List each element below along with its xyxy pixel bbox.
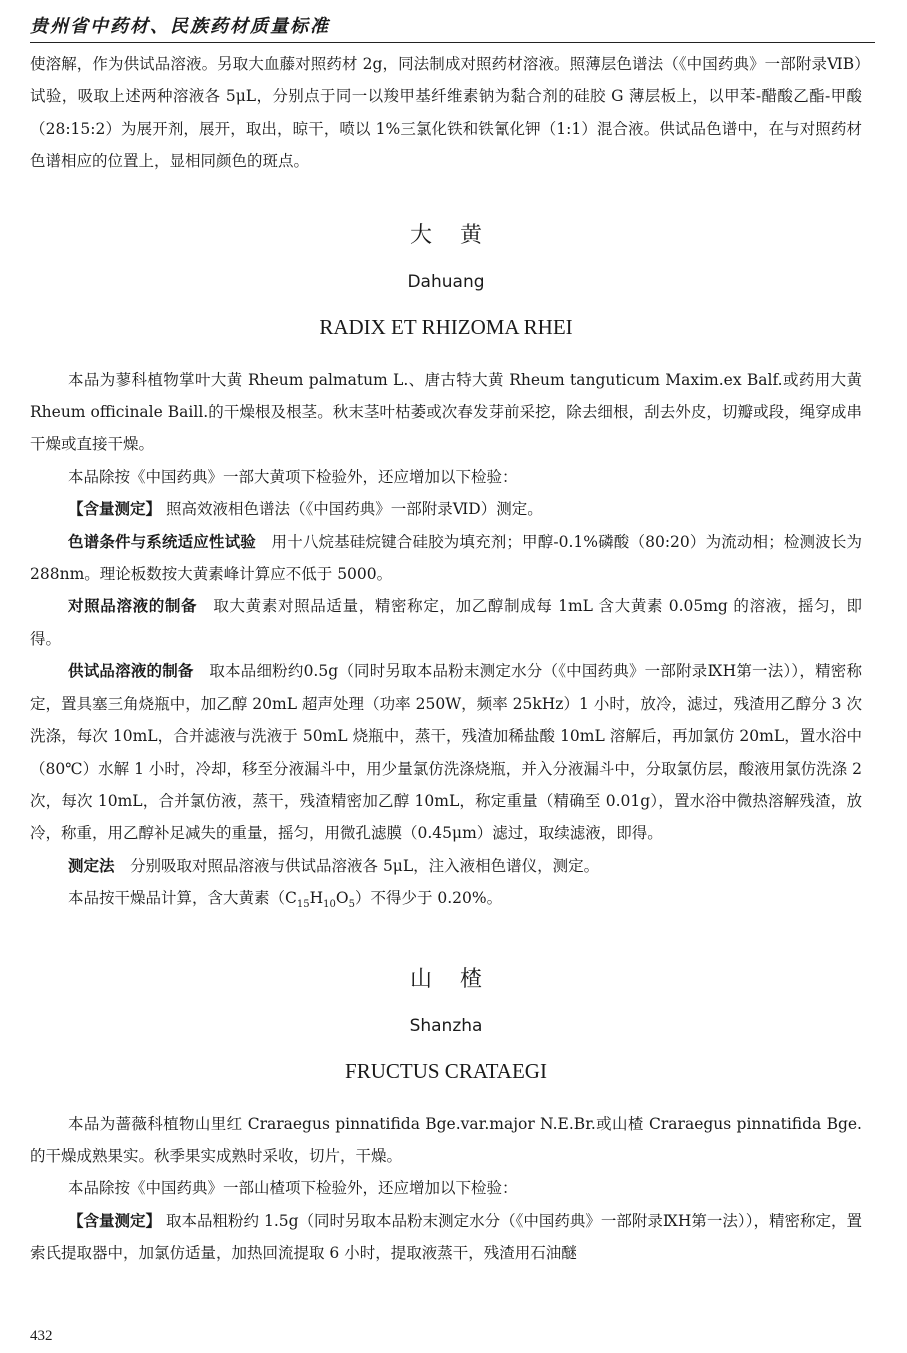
- shanzha-description: 本品为蔷薇科植物山里红 Craraegus pinnatifida Bge.var.major N.E.Br.或山楂 Craraegus pinnatifida Bge.的干燥成熟果实。秋季果实成熟时采收，切片，干燥。: [30, 1114, 862, 1166]
- dahuang-assay: 【含量测定】 照高效液相色谱法（《中国药典》一部附录ⅥD）测定。: [68, 500, 543, 519]
- shanzha-title-cn: 山楂: [409, 966, 510, 992]
- procedure-label: 测定法: [68, 856, 115, 875]
- running-header: [30, 12, 875, 43]
- dahuang-test-solution: 供试品溶液的制备 取本品细粉约0.5g（同时另取本品粉末测定水分（《中国药典》一部附录ⅨH第一法）），精密称定，置具塞三角烧瓶中，加乙醇 20mL 超声处理（功率 250W，频率 25kHz）1 小时，放冷，滤过，残渣用乙醇分 3 次洗涤，每次 10mL，合并滤液与洗液于 50mL 烧瓶中，蒸干，残渣加稀盐酸 10mL 溶解后，再加氯仿 20mL，置水浴中（80℃）水解 1 小时，冷却，移至分液漏斗中，用少量氯仿洗涤烧瓶，并入分液漏斗中，分取氯仿层，酸液用氯仿洗涤 2 次，每次 10mL，合并氯仿液，蒸干，残渣精密加乙醇 10mL，称定重量（精确至 0.01g），置水浴中微热溶解残渣，放冷，称重，用乙醇补足减失的重量，摇匀，用微孔滤膜（0.45μm）滤过，取续滤液，即得。: [30, 662, 862, 843]
- dahuang-title-cn: 大黄: [409, 222, 510, 248]
- dahuang-latin-name: RADIX ET RHIZOMA RHEI: [319, 314, 573, 339]
- header-title: 贵州省中药材、民族药材质量标准: [30, 16, 330, 37]
- dahuang-chromatography: 色谱条件与系统适应性试验 用十八烷基硅烷键合硅胶为填充剂；甲醇-0.1%磷酸（80:20）为流动相；检测波长为 288nm。理论板数按大黄素峰计算应不低于 5000。: [30, 532, 862, 584]
- shanzha-assay: 【含量测定】 取本品粗粉约 1.5g（同时另取本品粉末测定水分（《中国药典》一部附录ⅨH第一法）），精密称定，置索氏提取器中，加氯仿适量，加热回流提取 6 小时，提取液蒸干，残渣用石油醚: [30, 1211, 862, 1263]
- chromatography-label: 色谱条件与系统适应性试验: [68, 532, 256, 551]
- dahuang-limit: 本品按干燥品计算，含大黄素$(C_{15}H_{10}O_5)$不得少于 0.20%。: [68, 889, 503, 911]
- reference-solution-label: 对照品溶液的制备: [68, 597, 198, 616]
- shanzha-scope: 本品除按《中国药典》一部山楂项下检验外，还应增加以下检验：: [68, 1179, 518, 1198]
- shanzha-pinyin: Shanzha: [409, 1015, 483, 1036]
- page-number: 432: [30, 1328, 53, 1344]
- assay-label: 【含量测定】: [68, 500, 162, 519]
- test-solution-label: 供试品溶液的制备: [68, 662, 194, 681]
- dahuang-pinyin: Dahuang: [407, 271, 485, 292]
- intro-paragraph: 使溶解，作为供试品溶液。另取大血藤对照药材 2g，同法制成对照药材溶液。照薄层色谱法（《中国药典》一部附录ⅥB）试验，吸取上述两种溶液各 5μL，分别点于同一以羧甲基纤维素钠为黏合剂的硅胶 G 薄层板上，以甲苯-醋酸乙酯-甲酸（28:15:2）为展开剂，展开，取出，晾干，喷以 1%三氯化铁和铁氰化钾（1:1）混合液。供试品色谱中，在与对照药材色谱相应的位置上，显相同颜色的斑点。: [30, 55, 862, 171]
- dahuang-procedure: 测定法 分别吸取对照品溶液与供试品溶液各 5μL，注入液相色谱仪，测定。: [68, 856, 600, 875]
- assay-label: 【含量测定】: [68, 1211, 162, 1230]
- dahuang-description: 本品为蓼科植物掌叶大黄 Rheum palmatum L.、唐古特大黄 Rheum tanguticum Maxim.ex Balf.或药用大黄 Rheum officinale Baill.的干燥根及根茎。秋末茎叶枯萎或次春发芽前采挖，除去细根，刮去外皮，切瓣或段，绳穿成串干燥或直接干燥。: [30, 370, 862, 454]
- dahuang-scope: 本品除按《中国药典》一部大黄项下检验外，还应增加以下检验：: [68, 467, 518, 486]
- dahuang-reference-solution: 对照品溶液的制备 取大黄素对照品适量，精密称定，加乙醇制成每 1mL 含大黄素 0.05mg 的溶液，摇匀，即得。: [30, 597, 862, 648]
- page-body: [30, 48, 862, 1270]
- shanzha-latin-name: FRUCTUS CRATAEGI: [345, 1058, 547, 1083]
